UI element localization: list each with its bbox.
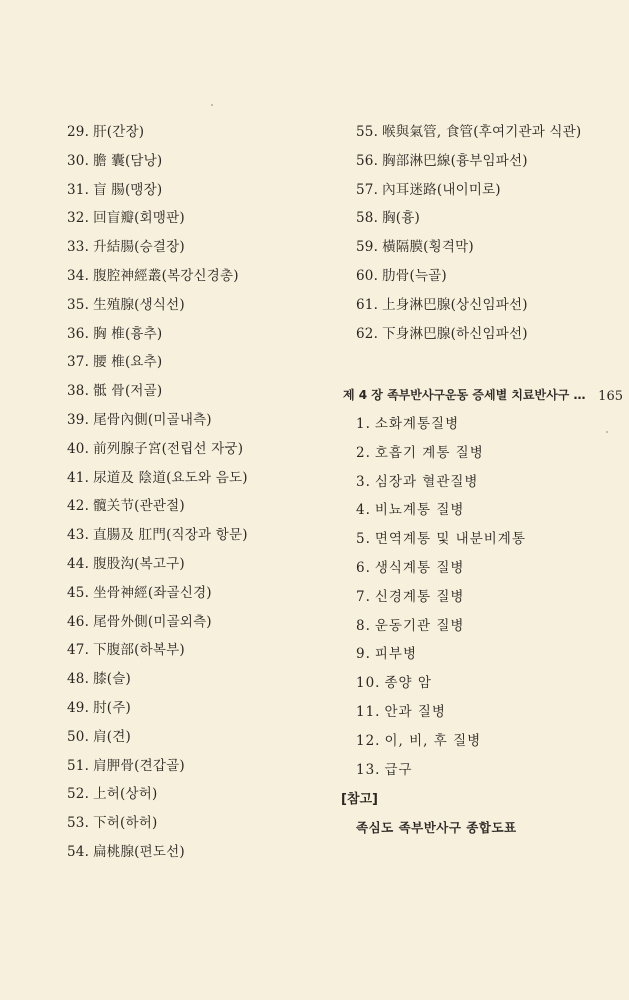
- entry-text: 肋骨(늑골): [382, 267, 447, 284]
- entry-number: 46.: [67, 613, 90, 630]
- entry-number: 54.: [67, 843, 90, 860]
- entry-number: 5.: [356, 531, 371, 548]
- toc-entry[interactable]: [356, 320, 621, 349]
- entry-number: 50.: [67, 728, 90, 745]
- subsection-entry[interactable]: [356, 496, 621, 525]
- toc-entry[interactable]: [67, 406, 327, 435]
- entry-number: 9.: [356, 646, 371, 663]
- left-column-entries: [67, 118, 327, 867]
- reference-item[interactable]: 족심도 족부반사구 종합도표: [356, 820, 517, 835]
- entry-number: 48.: [67, 671, 90, 688]
- entry-text: 骶 骨(저골): [93, 383, 163, 400]
- entry-text: 髖关节(관관절): [93, 498, 185, 515]
- entry-text: 胸部淋巴線(흉부임파선): [382, 152, 528, 169]
- entry-text: 腹腔神經叢(복강신경총): [93, 267, 239, 284]
- entry-number: 7.: [356, 588, 371, 605]
- toc-entry[interactable]: [67, 665, 327, 694]
- entry-text: 膽 囊(담낭): [93, 152, 163, 169]
- entry-number: 11.: [356, 703, 381, 720]
- entry-number: 51.: [67, 757, 90, 774]
- toc-entry[interactable]: [356, 176, 621, 205]
- entry-text: 內耳迷路(내이미로): [382, 181, 501, 198]
- entry-text: 上허(상허): [93, 786, 158, 803]
- subsection-entry[interactable]: [356, 727, 621, 756]
- entry-number: 36.: [67, 325, 90, 342]
- toc-entry[interactable]: [356, 118, 621, 147]
- reference-heading: [참고]: [341, 792, 378, 807]
- toc-entry[interactable]: [67, 118, 327, 147]
- toc-entry[interactable]: [67, 464, 327, 493]
- entry-number: 45.: [67, 584, 90, 601]
- entry-number: 61.: [356, 296, 379, 313]
- toc-entry[interactable]: [67, 233, 327, 262]
- entry-number: 4.: [356, 502, 371, 519]
- toc-entry[interactable]: [67, 262, 327, 291]
- entry-text: 盲 腸(맹장): [93, 181, 163, 198]
- entry-number: 39.: [67, 411, 90, 428]
- entry-text: 신경계통 질병: [374, 588, 465, 605]
- toc-entry[interactable]: [67, 608, 327, 637]
- entry-text: 下身淋巴腺(하신임파선): [382, 325, 528, 342]
- entry-number: 32.: [67, 210, 90, 227]
- entry-number: 41.: [67, 469, 90, 486]
- right-column-entries: [356, 118, 621, 348]
- entry-number: 37.: [67, 354, 90, 371]
- entry-text: 升結腸(승결장): [93, 239, 185, 256]
- subsection-entry[interactable]: [356, 698, 621, 727]
- entry-text: 심장과 혈관질병: [374, 473, 479, 490]
- subsection-entry[interactable]: [356, 583, 621, 612]
- entry-text: 肩(견): [93, 728, 131, 745]
- chapter-page-number: 165: [598, 389, 623, 404]
- entry-text: 급구: [384, 761, 413, 778]
- entry-text: 면역계통 및 내분비계통: [374, 531, 526, 548]
- toc-entry[interactable]: [67, 838, 327, 867]
- entry-number: 49.: [67, 699, 90, 716]
- entry-text: 비뇨계통 질병: [374, 502, 465, 519]
- subsection-entry[interactable]: [356, 554, 621, 583]
- entry-text: 腰 椎(요추): [93, 354, 163, 371]
- entry-text: 腹股沟(복고구): [93, 555, 185, 572]
- entry-text: 종양 암: [384, 675, 432, 692]
- entry-number: 56.: [356, 152, 379, 169]
- entry-number: 58.: [356, 210, 379, 227]
- entry-text: 肘(주): [93, 699, 131, 716]
- entry-text: 피부병: [374, 646, 418, 663]
- subsection-entry[interactable]: [356, 410, 621, 439]
- toc-entry[interactable]: [67, 435, 327, 464]
- entry-text: 尿道及 陰道(요도와 음도): [93, 469, 248, 486]
- subsection-entry[interactable]: [356, 669, 621, 698]
- subsection-entry[interactable]: [356, 640, 621, 669]
- entry-text: 胸 椎(흉추): [93, 325, 163, 342]
- entry-number: 55.: [356, 124, 379, 140]
- toc-entry[interactable]: [356, 204, 621, 233]
- entry-number: 6.: [356, 559, 371, 576]
- entry-text: 下腹部(하복부): [93, 642, 185, 659]
- entry-number: 53.: [67, 815, 90, 832]
- toc-entry[interactable]: [67, 521, 327, 550]
- chapter-subsections: [356, 410, 621, 784]
- entry-number: 31.: [67, 181, 90, 198]
- toc-entry[interactable]: [67, 723, 327, 752]
- entry-text: 回盲瓣(회맹판): [93, 210, 185, 227]
- toc-entry[interactable]: [67, 204, 327, 233]
- toc-entry[interactable]: [67, 320, 327, 349]
- entry-text: 이, 비, 후 질병: [384, 732, 482, 749]
- entry-text: 胸(흉): [382, 210, 420, 227]
- toc-entry[interactable]: [356, 291, 621, 320]
- subsection-entry[interactable]: [356, 468, 621, 497]
- subsection-entry[interactable]: [356, 525, 621, 554]
- entry-number: 12.: [356, 732, 381, 749]
- entry-text: 扁桃腺(편도선): [93, 843, 185, 860]
- entry-text: 前列腺子宮(전립선 자궁): [93, 440, 244, 457]
- toc-entry[interactable]: [356, 147, 621, 176]
- entry-text: 안과 질병: [384, 703, 446, 720]
- toc-entry[interactable]: [67, 291, 327, 320]
- entry-text: 생식계통 질병: [374, 559, 465, 576]
- entry-text: 生殖腺(생식선): [93, 296, 185, 313]
- entry-text: 上身淋巴腺(상신임파선): [382, 296, 528, 313]
- entry-number: 10.: [356, 675, 381, 692]
- subsection-entry[interactable]: [356, 612, 621, 641]
- toc-entry[interactable]: [356, 262, 621, 291]
- entry-number: 34.: [67, 267, 90, 284]
- entry-text: 肩胛骨(견갑골): [93, 757, 185, 774]
- paper-speck: [211, 104, 213, 106]
- entry-text: 尾骨外側(미골외측): [93, 613, 212, 630]
- toc-entry[interactable]: [67, 579, 327, 608]
- entry-text: 운동기관 질병: [374, 617, 465, 634]
- toc-entry[interactable]: [67, 780, 327, 809]
- entry-number: 35.: [67, 296, 90, 313]
- entry-number: 44.: [67, 555, 90, 572]
- entry-number: 38.: [67, 383, 90, 400]
- entry-text: 橫隔膜(횡격막): [382, 239, 474, 256]
- toc-entry[interactable]: [67, 147, 327, 176]
- toc-entry[interactable]: [67, 176, 327, 205]
- entry-number: 57.: [356, 181, 379, 198]
- entry-text: 尾骨內側(미골내측): [93, 411, 212, 428]
- entry-text: 肝(간장): [93, 124, 145, 140]
- entry-text: 소화계통질병: [374, 416, 460, 432]
- entry-number: 59.: [356, 239, 379, 256]
- toc-entry[interactable]: [67, 377, 327, 406]
- entry-number: 47.: [67, 642, 90, 659]
- chapter-heading[interactable]: [343, 383, 623, 407]
- toc-entry[interactable]: [67, 752, 327, 781]
- entry-number: 8.: [356, 617, 371, 634]
- entry-number: 13.: [356, 761, 381, 778]
- entry-number: 52.: [67, 786, 90, 803]
- entry-number: 2.: [356, 444, 371, 461]
- toc-entry[interactable]: [67, 550, 327, 579]
- entry-number: 3.: [356, 473, 371, 490]
- entry-number: 42.: [67, 498, 90, 515]
- toc-entry[interactable]: [67, 636, 327, 665]
- entry-number: 62.: [356, 325, 379, 342]
- toc-entry[interactable]: [67, 492, 327, 521]
- toc-entry[interactable]: [67, 809, 327, 838]
- entry-number: 33.: [67, 239, 90, 256]
- subsection-entry[interactable]: [356, 756, 621, 785]
- entry-number: 30.: [67, 152, 90, 169]
- entry-text: 下허(하허): [93, 815, 158, 832]
- toc-entry[interactable]: [356, 233, 621, 262]
- entry-text: 膝(슬): [93, 671, 131, 688]
- entry-number: 1.: [356, 416, 371, 432]
- entry-number: 60.: [356, 267, 379, 284]
- toc-entry[interactable]: [67, 348, 327, 377]
- entry-text: 直腸及 肛門(직장과 항문): [93, 527, 248, 544]
- toc-entry[interactable]: [67, 694, 327, 723]
- entry-text: 坐骨神經(좌골신경): [93, 584, 212, 601]
- entry-text: 喉與氣管, 食管(후여기관과 식관): [382, 124, 582, 140]
- entry-number: 29.: [67, 124, 90, 140]
- chapter-title: 제 4 장 족부반사구운동 증세별 치료반사구 …: [343, 388, 586, 402]
- entry-number: 40.: [67, 440, 90, 457]
- entry-number: 43.: [67, 527, 90, 544]
- entry-text: 호흡기 계통 질병: [374, 444, 484, 461]
- subsection-entry[interactable]: [356, 439, 621, 468]
